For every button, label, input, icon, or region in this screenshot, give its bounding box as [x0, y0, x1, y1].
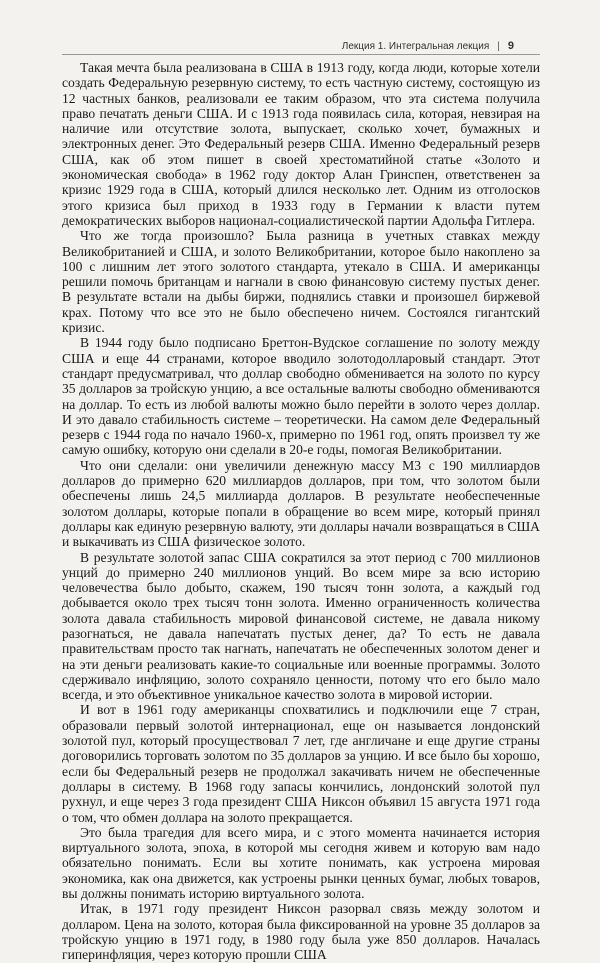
page-number: 9 [507, 40, 514, 52]
paragraph: Это была трагедия для всего мира, и с этого момента начинается история виртуального золота, эпоха, в которой мы сегодня живем и которую вам надо обязательно понимать. Если вы хотите понимать, как устроена мировая экономика, как она движется, как устроены рынки ценных бумаг, любых товаров, вы должны понимать историю виртуального золота. [62, 824, 540, 902]
header-rule [62, 54, 540, 55]
paragraph: Что они сделали: они увеличили денежную массу М3 с 190 миллиардов долларов до примерно 620 миллиардов долларов, при том, что золотом были обеспечены лишь 24,5 миллиарда долларов. В результате необеспеченные золотом доллары, которые попали в обращение во всем мире, который принял доллары как единую резервную валюту, эти доллары начали возвращаться в США и выкачивать из США физическое золото. [62, 457, 540, 550]
body-text [62, 60, 540, 963]
header-section-title: Лекция 1. Интегральная лекция [341, 40, 490, 52]
paragraph: В результате золотой запас США сократился за этот период с 700 миллионов унций до примерно 240 миллионов унций. Во всем мире за всю историю человечества было добыто, скажем, 190 тысяч тонн золота, а каждый год добывается около трех тысяч тонн золота. Именно ограниченность количества золота давала стабильность мировой финансовой системе, не давала никому разогнаться, не давала напечатать пустых денег, да? То есть не давала правительствам просто так нагнать, напечатать не обеспеченных золотом денег и на эти деньги реализовать какие-то социальные или военные программы. Золото сдерживало инфляцию, золото сохраняло ценности, потому что его было мало всегда, и это объективное уникальное качество золота в мировой истории. [62, 549, 540, 703]
paragraph: Итак, в 1971 году президент Никсон разорвал связь между золотом и долларом. Цена на золото, которая была фиксированной на уровне 35 долларов за тройскую унцию в 1971 году, в 1980 году была уже 850 долларов. Началась гиперинфляция, через которую прошли США [62, 901, 540, 963]
paragraph: Такая мечта была реализована в США в 1913 году, когда люди, которые хотели создать Федеральную резервную систему, то есть частную систему, состоящую из 12 частных банков, реализовали ее таким образом, что эта система получила право печатать деньги США. И с 1913 года появилась сила, которая, невзирая на наличие или отсутствие золота, выпускает, сколько хочет, бумажных и электронных денег. Это Федеральный резерв США. Именно Федеральный резерв США, как об этом пишет в своей хрестоматийной статье «Золото и экономическая свобода» в 1962 году доктор Алан Гринспен, ответственен за кризис 1929 года в США, который длился несколько лет. Одним из отголосков этого кризиса был приход в 1933 году в Германии к власти путем демократических выборов национал-социалистической партии Адольфа Гитлера. [62, 60, 540, 228]
header-separator: | [497, 40, 500, 52]
paragraph: Что же тогда произошло? Была разница в учетных ставках между Великобританией и США, и золото Великобритании, которое было накоплено за 100 с лишним лет этого золотого стандарта, утекало в США. И американцы решили помочь британцам и нагнали в свою финансовую систему пустых денег. В результате встали на дыбы биржи, поднялись ставки и произошел биржевой крах. Потому что все это не было обеспечено ничем. Состоялся гигантский кризис. [62, 228, 540, 336]
paragraph: И вот в 1961 году американцы спохватились и подключили еще 7 стран, образовали первый золотой интернационал, еще он называется лондонский золотой пул, который просуществовал 7 лет, где англичане и еще другие страны договорились торговать золотом по 35 долларов за унцию. И все было бы хорошо, если бы Федеральный резерв не продолжал закачивать ничем не обеспеченные доллары в систему. В 1968 году запасы кончились, лондонский золотой пул рухнул, и еще через 3 года президент США Никсон объявил 15 августа 1971 года о том, что обмен доллара на золото прекращается. [62, 702, 540, 825]
paragraph: В 1944 году было подписано Бреттон-Вудское соглашение по золоту между США и еще 44 странами, которое вводило золотодолларовый стандарт. Этот стандарт предусматривал, что доллар свободно обменивается на золото по курсу 35 долларов за тройскую унцию, а все остальные валюты свободно обмениваются на доллар. То есть из любой валюты можно было перейти в золото через доллар. И это давало стабильность системе – теоретически. На самом деле Федеральный резерв с 1944 года по начало 1960-х, примерно по 1961 год, опять произвел ту же самую ошибку, которую они сделали в 20-е годы, помогая Великобритании. [62, 335, 540, 458]
running-header [342, 40, 514, 52]
